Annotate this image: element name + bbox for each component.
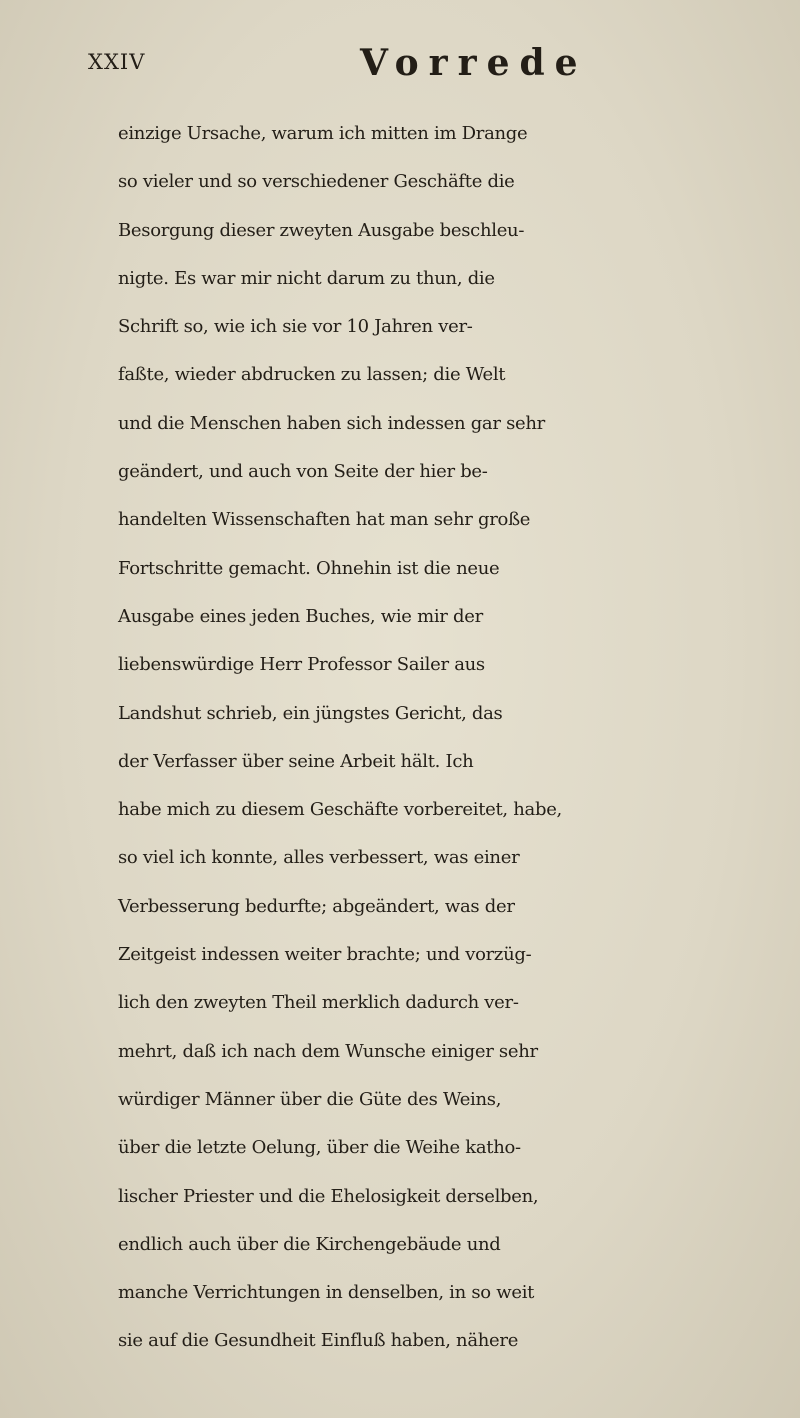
text-line: Verbesserung bedurfte; abgeändert, was der (118, 895, 515, 917)
text-line: faßte, wieder abdrucken zu lassen; die Welt (118, 364, 506, 386)
text-line: mehrt, daß ich nach dem Wunsche einiger sehr (118, 1040, 538, 1062)
text-line: Landshut schrieb, ein jüngstes Gericht, das (118, 702, 503, 724)
page-number: XXIV (88, 50, 146, 74)
text-line: Fortschritte gemacht. Ohnehin ist die neue (118, 557, 500, 579)
body-text (118, 110, 798, 1366)
text-line: liebenswürdige Herr Professor Sailer aus (118, 654, 485, 676)
text-line: so vieler und so verschiedener Geschäfte die (118, 171, 515, 193)
text-line: der Verfasser über seine Arbeit hält. Ich (118, 750, 474, 772)
running-head: Vorrede (360, 42, 588, 84)
text-line: so viel ich konnte, alles verbessert, was einer (118, 847, 520, 869)
text-line: handelten Wissenschaften hat man sehr große (118, 509, 531, 531)
text-line: habe mich zu diesem Geschäfte vorbereitet, habe, (118, 799, 562, 821)
text-line: über die letzte Oelung, über die Weihe katho- (118, 1137, 521, 1159)
text-line: würdiger Männer über die Güte des Weins, (118, 1088, 502, 1110)
text-line: nigte. Es war mir nicht darum zu thun, die (118, 267, 495, 289)
text-line: Ausgabe eines jeden Buches, wie mir der (118, 605, 483, 627)
text-line: geändert, und auch von Seite der hier be- (118, 461, 488, 483)
text-line: Schrift so, wie ich sie vor 10 Jahren ver- (118, 316, 473, 338)
text-line: und die Menschen haben sich indessen gar sehr (118, 412, 545, 434)
text-line: manche Verrichtungen in denselben, in so weit (118, 1282, 535, 1304)
text-line: lich den zweyten Theil merklich dadurch ver- (118, 992, 519, 1014)
page-header (0, 40, 800, 100)
text-line: Besorgung dieser zweyten Ausgabe beschleu- (118, 219, 525, 241)
text-line: lischer Priester und die Ehelosigkeit derselben, (118, 1185, 539, 1207)
text-line: endlich auch über die Kirchengebäude und (118, 1233, 501, 1255)
text-line: sie auf die Gesundheit Einfluß haben, nähere (118, 1330, 519, 1352)
text-line: Zeitgeist indessen weiter brachte; und vorzüg- (118, 944, 532, 966)
text-line: einzige Ursache, warum ich mitten im Drange (118, 123, 528, 144)
